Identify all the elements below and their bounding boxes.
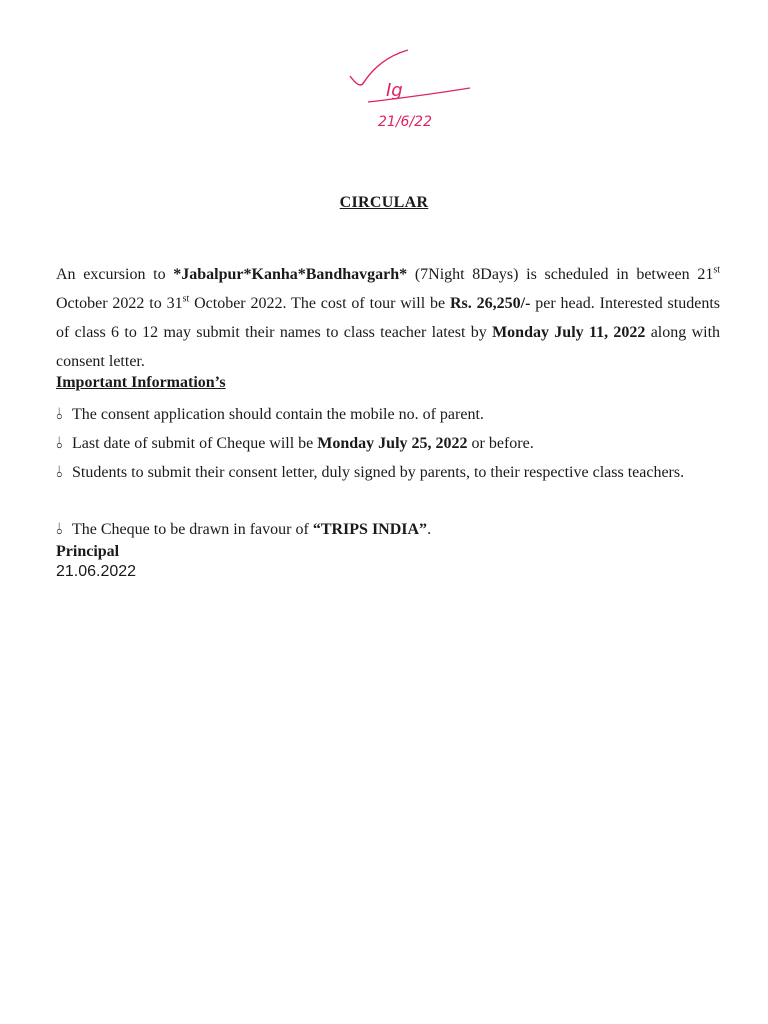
- pin-icon: ⫰: [56, 464, 63, 481]
- body-text-2: (7Night 8Days) is scheduled in between: [407, 266, 698, 283]
- signoff-date: 21.06.2022: [56, 563, 137, 580]
- start-rest: October 2022 to: [56, 295, 167, 312]
- info-bullet-3: ⫰ Students to submit their consent letter, duly signed by parents, to their respective class teachers.: [56, 458, 720, 487]
- handwritten-signature: [340, 44, 480, 134]
- signature-initial: Ig: [386, 80, 403, 101]
- signature-date: 21/6/22: [378, 114, 432, 130]
- signoff-role: Principal: [56, 543, 120, 560]
- pin-icon: ⫰: [56, 406, 63, 423]
- start-day-suffix: st: [713, 264, 720, 276]
- end-rest: October 2022. The cost of tour will be: [189, 295, 450, 312]
- start-day: 21: [697, 266, 714, 283]
- circular-body: [56, 260, 720, 376]
- circular-title: CIRCULAR: [339, 194, 429, 211]
- end-day: 31: [166, 295, 183, 312]
- tour-cost: Rs. 26,250/-: [449, 295, 531, 312]
- body-text-4: along with consent letter.: [56, 324, 721, 370]
- body-text-3: per head. Interested students of class 6 to 12 may submit their names to class teacher latest by: [56, 295, 721, 341]
- info-bullet-4: ⫰ The Cheque to be drawn in favour of “TRIPS INDIA”.: [56, 515, 720, 544]
- name-deadline: Monday July 11, 2022: [492, 324, 646, 341]
- pin-icon: ⫰: [56, 435, 63, 452]
- body-text-1: An excursion to: [56, 266, 174, 283]
- info-bullet-1: ⫰ The consent application should contain the mobile no. of parent.: [56, 400, 720, 429]
- destination: *Jabalpur*Kanha*Bandhavgarh*: [173, 266, 408, 283]
- end-day-suffix: st: [182, 293, 190, 305]
- info-bullet-2: ⫰ Last date of submit of Cheque will be Monday July 25, 2022 or before.: [56, 429, 720, 458]
- important-heading: Important Information’s: [56, 374, 226, 391]
- pin-icon: ⫰: [56, 521, 63, 538]
